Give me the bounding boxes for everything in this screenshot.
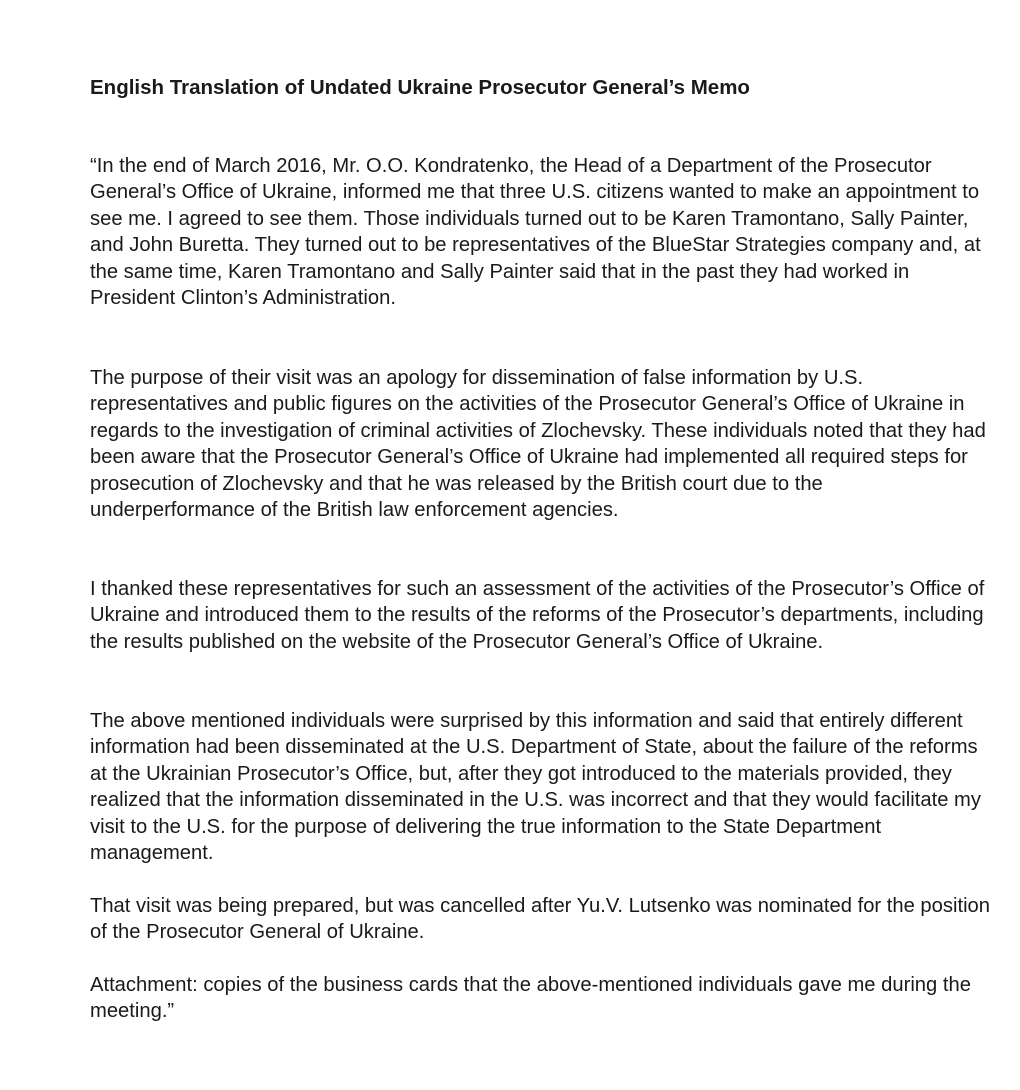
- document-title: English Translation of Undated Ukraine Prosecutor General’s Memo: [90, 76, 750, 99]
- paragraph-visit-purpose: The purpose of their visit was an apology for dissemination of false information by U.S. representatives and public figures on the activities of the Prosecutor General’s Office of Ukraine in regards to the investigation of criminal activities of Zlochevsky. These individuals noted that they had been aware that the Prosecutor General’s Office of Ukraine had implemented all required steps for prosecution of Zlochevsky and that he was released by the British court due to the underperformance of the British law enforcement agencies.: [90, 367, 986, 522]
- paragraph-meeting-request: “In the end of March 2016, Mr. O.O. Kondratenko, the Head of a Department of the Prosecutor General’s Office of Ukraine, informed me that three U.S. citizens wanted to make an appointment to see me. I agreed to see them. Those individuals turned out to be Karen Tramontano, Sally Painter, and John Buretta. They turned out to be representatives of the BlueStar Strategies company and, at the same time, Karen Tramontano and Sally Painter said that in the past they had worked in President Clinton’s Administration.: [90, 155, 981, 310]
- paragraph-reforms-introduction: I thanked these representatives for such an assessment of the activities of the Prosecutor’s Office of Ukraine and introduced them to the results of the reforms of the Prosecutor’s departments, including the results published on the website of the Prosecutor General’s Office of Ukraine.: [90, 578, 985, 653]
- paragraph-state-department: The above mentioned individuals were surprised by this information and said that entirely different information had been disseminated at the U.S. Department of State, about the failure of the reforms at the Ukrainian Prosecutor’s Office, but, after they got introduced to the materials provided, they realized that the information disseminated in the U.S. was incorrect and that they would facilitate my visit to the U.S. for the purpose of delivering the true information to the State Department management.: [90, 710, 981, 865]
- paragraph-attachment: Attachment: copies of the business cards that the above-mentioned individuals gave me during the meeting.”: [90, 974, 971, 1023]
- paragraph-visit-cancelled: That visit was being prepared, but was cancelled after Yu.V. Lutsenko was nominated for the position of the Prosecutor General of Ukraine.: [90, 895, 991, 944]
